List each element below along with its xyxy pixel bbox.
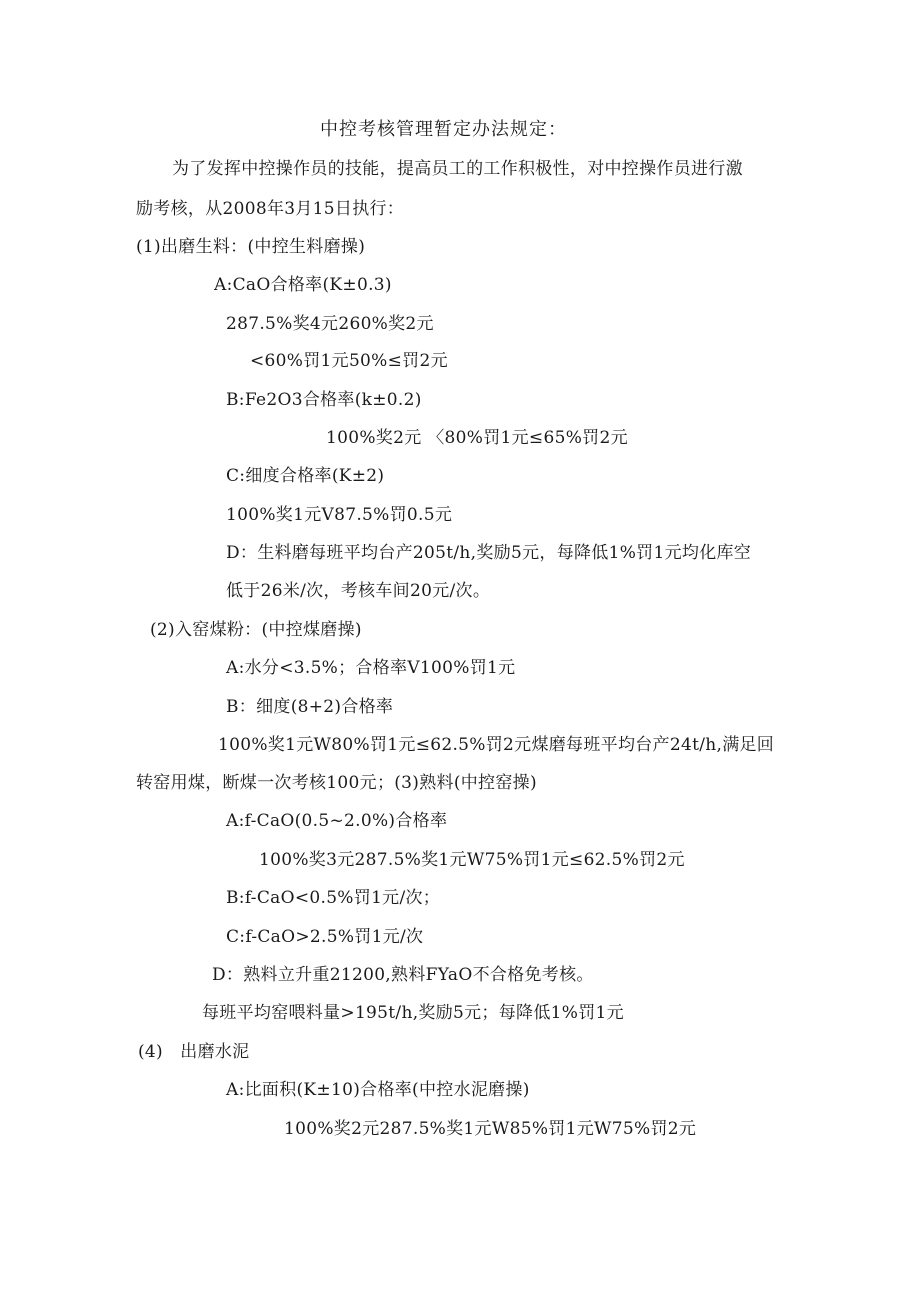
section-1-heading: (1)出磨生料：(中控生料磨操) [136,237,366,257]
section-1-item-a-penalty: <60%罚1元50%≤罚2元 [250,351,448,371]
section-2-item-b: B：细度(8+2)合格率 [226,697,394,717]
section-3-item-a-rule: 100%奖3元287.5%奖1元W75%罚1元≤62.5%罚2元 [259,850,685,870]
section-1-item-c-rule: 100%奖1元V87.5%罚0.5元 [226,505,453,525]
section-1-item-b: B:Fe2O3合格率(k±0.2) [226,390,422,410]
section-3-item-c: C:f-CaO>2.5%罚1元/次 [226,927,424,947]
section-1-item-c: C:细度合格率(K±2) [226,466,385,486]
document-title: 中控考核管理暂定办法规定： [320,119,567,140]
section-1-item-d-line-1: D：生料磨每班平均台产205t/h,奖励5元，每降低1%罚1元均化库空 [226,543,752,563]
section-1-item-d-line-2: 低于26米/次，考核车间20元/次。 [226,581,491,601]
section-1-item-b-rule: 100%奖2元 〈80%罚1元≤65%罚2元 [326,428,628,448]
intro-paragraph-line-1: 为了发挥中控操作员的技能，提高员工的工作积极性，对中控操作员进行激 [172,159,743,179]
section-2-heading: (2)入窑煤粉：(中控煤磨操) [150,620,362,640]
section-1-item-a: A:CaO合格率(K±0.3) [214,275,392,295]
section-2-item-a: A:水分<3.5%；合格率V100%罚1元 [226,658,516,678]
section-3-item-d: D：熟料立升重21200,熟料FYaO不合格免考核。 [212,965,594,985]
intro-paragraph-line-2: 励考核，从2008年3月15日执行： [136,199,405,219]
section-3-item-a: A:f-CaO(0.5~2.0%)合格率 [226,811,448,831]
section-4-item-a-rule: 100%奖2元287.5%奖1元W85%罚1元W75%罚2元 [284,1119,697,1139]
section-2-item-b-rule-line-2: 转窑用煤，断煤一次考核100元；(3)熟料(中控窑操) [136,773,537,793]
section-2-item-b-rule-line-1: 100%奖1元W80%罚1元≤62.5%罚2元煤磨每班平均台产24t/h,满足回 [218,735,775,755]
section-4-heading: (4) 出磨水泥 [138,1042,250,1062]
section-1-item-a-reward: 287.5%奖4元260%奖2元 [226,314,434,334]
section-4-item-a: A:比面积(K±10)合格率(中控水泥磨操) [226,1080,530,1100]
section-3-feed-rule: 每班平均窑喂料量>195t/h,奖励5元；每降低1%罚1元 [202,1003,624,1023]
section-3-item-b: B:f-CaO<0.5%罚1元/次； [226,888,441,908]
